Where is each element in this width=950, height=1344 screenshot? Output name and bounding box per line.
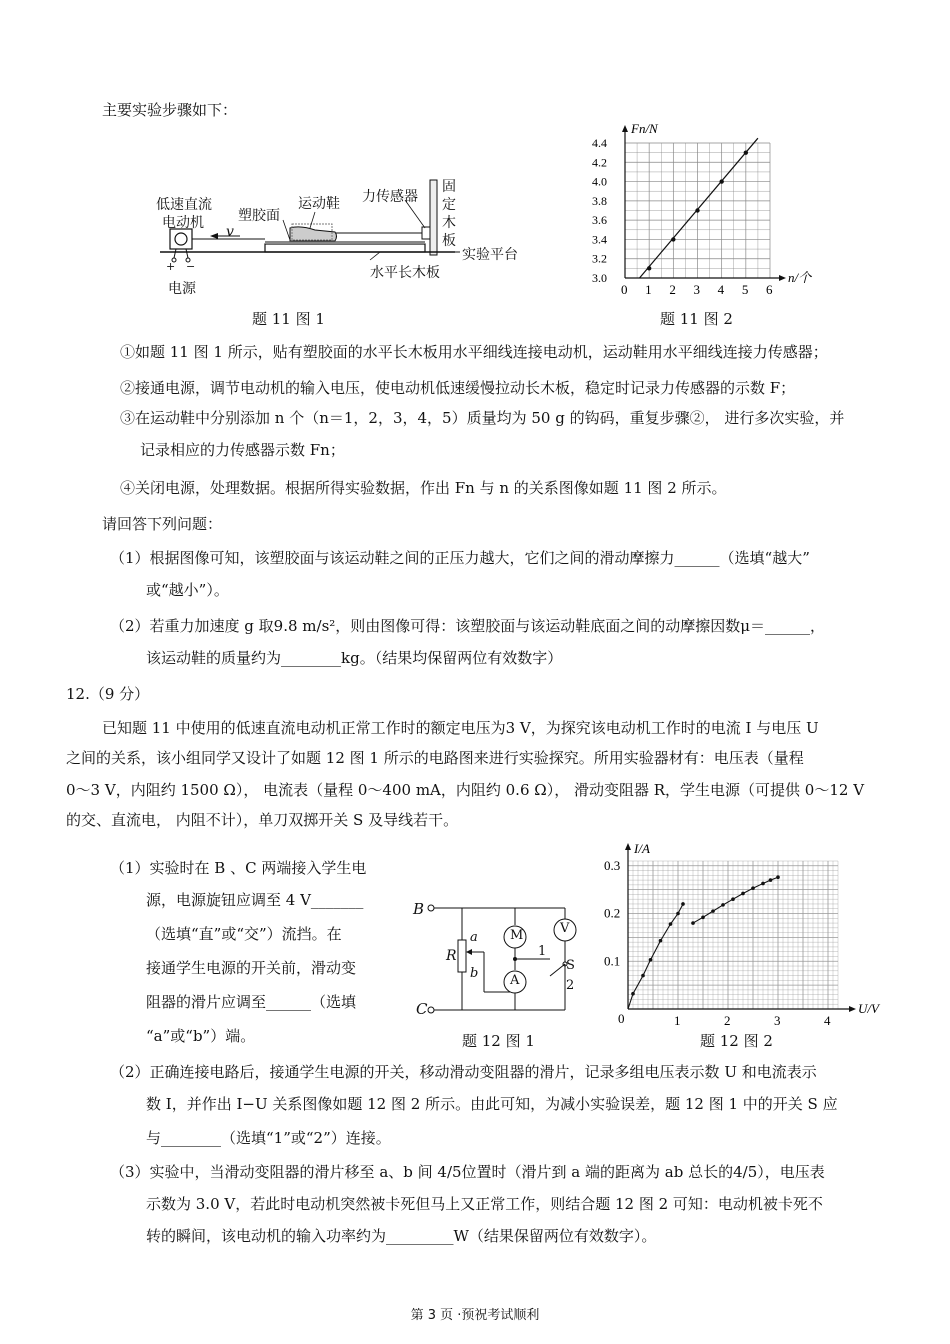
fig11-2-chart [590, 118, 830, 303]
y-tick-label: 3.0 [592, 271, 607, 285]
page-footer: 第 3 页 ·预祝考试顺利 [410, 1308, 540, 1323]
data-point [744, 150, 748, 154]
data-point [631, 992, 635, 996]
rheostat [458, 940, 466, 972]
data-point [731, 897, 735, 901]
y-tick-label: 3.8 [592, 193, 607, 208]
circuit-label-r: R [446, 948, 457, 964]
circuit-label-c: C [416, 1000, 428, 1018]
force-sensor [422, 227, 430, 239]
ask-text: 请回答下列问题： [102, 515, 223, 533]
x-tick-label: 3 [774, 1013, 781, 1026]
x-tick-label: 5 [741, 282, 749, 297]
circuit-label-m: M [510, 928, 524, 943]
x-axis-arrow [779, 275, 786, 281]
data-point [751, 886, 755, 890]
fig11-2-caption: 题 11 图 2 [660, 310, 733, 328]
long-board [265, 244, 425, 252]
q12-1-line1: （1）实验时在 B 、C 两端接入学生电 [110, 859, 367, 877]
step-2: ②接通电源，调节电动机的输入电压，使电动机低速缓慢拉动长木板，稳定时记录力传感器的示数 F； [120, 379, 796, 397]
y-tick-label: 4.0 [592, 174, 607, 189]
step-3b: 记录相应的力传感器示数 Fn； [140, 441, 345, 459]
y-tick-label: 3.2 [592, 251, 607, 266]
x-tick-label: 0 [621, 282, 628, 297]
q12-3b: 示数为 3.0 V，若此时电动机突然被卡死但马上又正常工作，则结合题 12 图 2 可知：电动机被卡死不 [146, 1195, 823, 1213]
q12-3c: 转的瞬间，该电动机的输入功率约为_________W（结果保留两位有效数字）。 [146, 1227, 657, 1245]
data-point [649, 958, 653, 962]
circuit-label-1: 1 [538, 944, 547, 959]
label-plus: + [166, 260, 176, 273]
label-v: v [226, 224, 234, 240]
circuit-label-2: 2 [566, 978, 575, 993]
label-shoe: 运动鞋 [298, 196, 340, 212]
data-point [671, 237, 675, 241]
x-tick-label: 1 [674, 1013, 681, 1026]
y-tick-label: 0.2 [604, 905, 621, 921]
y-axis-arrow [622, 125, 628, 132]
label-board-4: 板 [442, 233, 456, 249]
x-axis-arrow [849, 1006, 856, 1012]
q11-2b: 该运动鞋的质量约为________kg。（结果均保留两位有效数字） [146, 649, 563, 667]
q12-1-line2: 源，电源旋钮应调至 4 V_______ [146, 891, 364, 909]
q11-1b: 或“越小”）。 [146, 581, 229, 599]
y-tick-label: 0.3 [604, 857, 621, 873]
data-point [719, 179, 723, 183]
label-platform: 实验平台 [462, 247, 518, 263]
y-axis-label: I/A [634, 841, 650, 856]
fig11-1-caption: 题 11 图 1 [252, 310, 325, 328]
label-motor-1: 低速直流 [156, 197, 212, 213]
x-tick-label: 4 [824, 1013, 831, 1026]
series-line [693, 877, 778, 923]
circuit-label-s: S [566, 958, 575, 973]
x-tick-label: 6 [766, 282, 773, 297]
label-minus: − [186, 260, 196, 273]
x-tick-label: 4 [717, 282, 725, 297]
q12-2a: （2）正确连接电路后，接通学生电源的开关，移动滑动变阻器的滑片，记录多组电压表示数 U 和电流表示 [110, 1063, 817, 1081]
x-axis-label: n/个 [788, 270, 812, 285]
fig12-2-caption: 题 12 图 2 [700, 1032, 773, 1050]
q12-2c: 与________（选填“1”或“2”）连接。 [146, 1129, 391, 1147]
x-tick-label: 2 [724, 1013, 731, 1026]
step-4: ④关闭电源，处理数据。根据所得实验数据，作出 Fn 与 n 的关系图像如题 11 图 2 所示。 [120, 479, 727, 497]
y-tick-label: 4.4 [592, 136, 607, 150]
q12-1-line4: 接通学生电源的开关前，滑动变 [146, 959, 357, 977]
data-point [769, 878, 773, 882]
data-point [711, 909, 715, 913]
circuit-label-b: B [413, 900, 425, 918]
fig12-1-caption: 题 12 图 1 [462, 1032, 535, 1050]
y-axis-label: Fn/N [631, 121, 658, 136]
circuit-label-b-end: b [470, 966, 479, 981]
step-1: ①如题 11 图 1 所示，贴有塑胶面的水平长木板用水平细线连接电动机，运动鞋用水平细线连接力传感器； [120, 343, 828, 361]
label-plastic: 塑胶面 [238, 208, 280, 224]
data-point [676, 912, 680, 916]
y-axis-arrow [625, 843, 631, 850]
switch-s [550, 964, 565, 976]
y-tick-label: 3.4 [592, 232, 607, 247]
data-point [695, 208, 699, 212]
circuit-label-a-meter: A [510, 973, 520, 988]
data-point [647, 266, 651, 270]
q11-2a: （2）若重力加速度 g 取9.8 m/s²，则由图像可得：该塑胶面与该运动鞋底面之间的动摩擦因数μ＝______， [110, 617, 826, 635]
data-point [681, 902, 685, 906]
q12-3a: （3）实验中，当滑动变阻器的滑片移至 a、b 间 4/5位置时（滑片到 a 端的距离为 ab 总长的4/5），电压表 [110, 1163, 825, 1181]
q12-para-2: 之间的关系，该小组同学又设计了如题 12 图 1 所示的电路图来进行实验探究。所用实验器材有：电压表（量程 [66, 749, 804, 767]
origin-label: 0 [618, 1011, 625, 1026]
data-point [761, 882, 765, 886]
x-tick-label: 3 [693, 282, 700, 297]
data-point [776, 875, 780, 879]
data-point [721, 903, 725, 907]
data-point [691, 921, 695, 925]
fit-line [640, 138, 758, 278]
fig12-2-chart [600, 836, 890, 1026]
y-tick-label: 3.6 [592, 213, 607, 228]
q11-1a: （1）根据图像可知，该塑胶面与该运动鞋之间的正压力越大，它们之间的滑动摩擦力______（选填“越大” [110, 549, 810, 567]
label-longboard: 水平长木板 [370, 265, 440, 281]
y-tick-label: 4.2 [592, 155, 607, 170]
label-board-3: 木 [442, 215, 456, 231]
x-tick-label: 1 [645, 282, 652, 297]
circuit-label-v: V [560, 921, 570, 936]
fig12-1-circuit [410, 880, 595, 1030]
y-tick-label: 0.1 [604, 953, 621, 969]
data-point [669, 922, 673, 926]
label-motor-2: 电动机 [162, 215, 204, 231]
step-3: ③在运动鞋中分别添加 n 个（n＝1，2，3，4，5）质量均为 50 g 的钩码，重复步骤②， 进行多次实验，并 [120, 409, 845, 427]
q12-para-4: 的交、直流电， 内阻不计），单刀双掷开关 S 及导线若干。 [66, 811, 459, 829]
q12-2b: 数 I，并作出 I−U 关系图像如题 12 图 2 所示。由此可知，为减小实验误差，题 12 图 1 中的开关 S 应 [146, 1095, 838, 1113]
q12-1-line3: （选填“直”或“交”）流挡。在 [146, 925, 342, 943]
x-tick-label: 2 [669, 282, 676, 297]
data-point [659, 939, 663, 943]
circuit-label-a: a [470, 930, 478, 945]
q12-1-line5: 阻器的滑片应调至______（选填 [146, 993, 357, 1011]
intro-text: 主要实验步骤如下： [102, 101, 238, 119]
label-board-1: 固 [442, 179, 456, 195]
motor-body [170, 229, 192, 249]
data-point [701, 916, 705, 920]
label-power: 电源 [168, 281, 196, 297]
data-point [641, 974, 645, 978]
fixed-board [430, 180, 437, 255]
data-point [741, 892, 745, 896]
fig11-apparatus [140, 170, 540, 300]
x-axis-label: U/V [858, 1001, 879, 1016]
shoe-shape [290, 227, 337, 241]
q12-1-line6: “a”或“b”）端。 [146, 1027, 256, 1045]
q12-heading: 12.（9 分） [66, 685, 150, 703]
label-sensor: 力传感器 [362, 189, 418, 205]
q12-para-3: 0～3 V，内阻约 1500 Ω）， 电流表（量程 0～400 mA，内阻约 0.6 Ω）， 滑动变阻器 R，学生电源（可提供 0～12 V [66, 781, 865, 799]
label-board-2: 定 [442, 197, 456, 213]
q12-para-1: 已知题 11 中使用的低速直流电动机正常工作时的额定电压为3 V，为探究该电动机工作时的电流 I 与电压 U [102, 719, 819, 737]
